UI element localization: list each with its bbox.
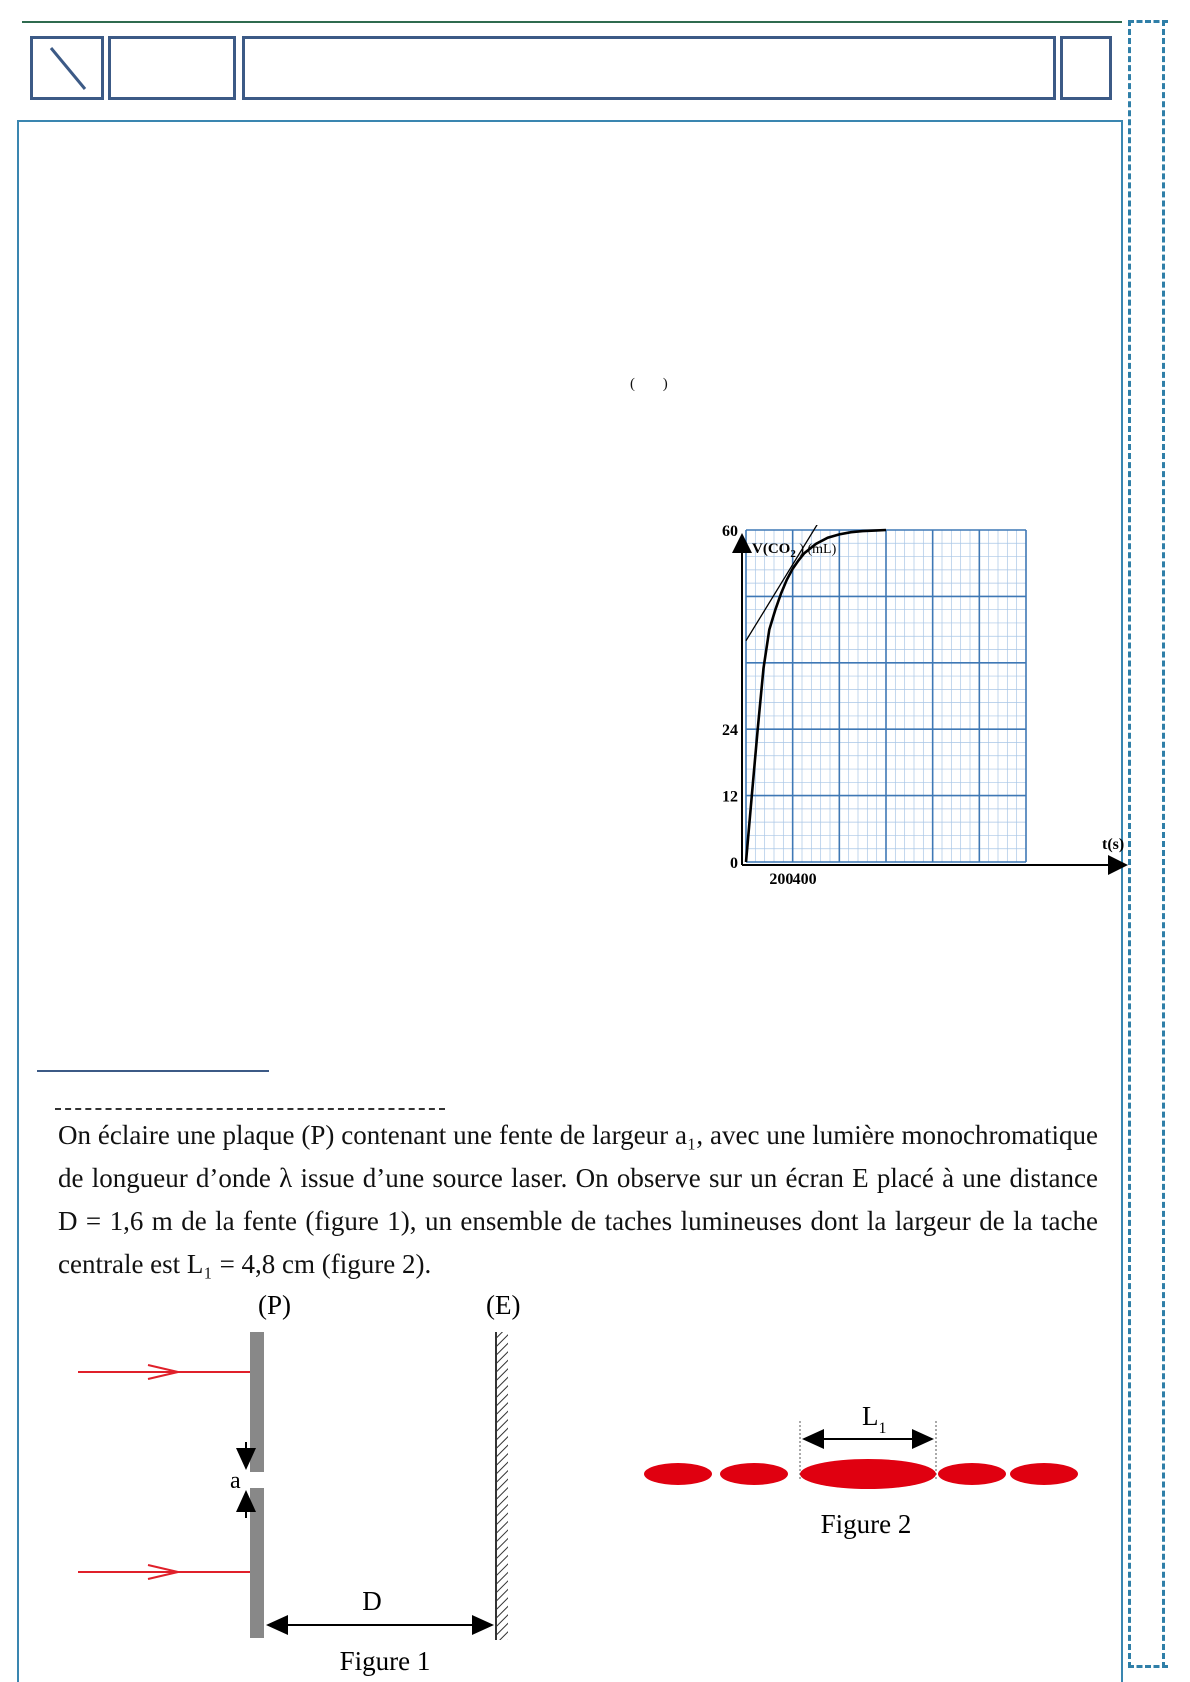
slit-width-label: a bbox=[230, 1468, 241, 1494]
chart-tick-labels bbox=[722, 525, 817, 888]
diffraction-paragraph: On éclaire une plaque (P) contenant une fente de largeur a₁, avec une lumière monochromatique de longueur d’onde λ issue d’une source laser. On observe sur un écran E placé à une distance D = 1,6 m de la fente (figure 1), un ensemble de taches lumineuses dont la largeur de la tache centrale est L₁ = 4,8 cm (figure 2). bbox=[58, 1120, 1098, 1279]
x-tick-200: 200 bbox=[769, 871, 794, 888]
screen-label: (E) bbox=[486, 1290, 521, 1320]
central-width-label: $L_1$ bbox=[862, 1401, 887, 1437]
plate-label: (P) bbox=[258, 1290, 291, 1320]
secondary-spot-4 bbox=[1010, 1463, 1078, 1485]
co2-volume-curve bbox=[746, 530, 886, 862]
header-box-title bbox=[242, 36, 1056, 100]
figure-2-diagram bbox=[640, 1395, 1100, 1545]
chart-xlabel: t(s) bbox=[1102, 836, 1125, 853]
section-underline bbox=[37, 1070, 269, 1072]
header-box-slash bbox=[30, 36, 104, 100]
header-box-right bbox=[1060, 36, 1112, 100]
x-tick-400: 400 bbox=[792, 871, 817, 888]
header-box-2 bbox=[108, 36, 236, 100]
screen-hatching bbox=[496, 1332, 508, 1640]
secondary-spot-3 bbox=[938, 1463, 1006, 1485]
figure-1-diagram bbox=[60, 1290, 580, 1680]
slash-mark bbox=[33, 39, 101, 97]
y-tick-24: 24 bbox=[722, 722, 738, 740]
parenthesis-placeholder: ( ) bbox=[630, 376, 680, 392]
margin-dashed-border-inner bbox=[1162, 20, 1165, 1668]
central-spot bbox=[800, 1459, 936, 1489]
secondary-spot-1 bbox=[644, 1463, 712, 1485]
chart-ylabel: $V(CO_2$ ) (mL) bbox=[752, 541, 837, 560]
top-rule bbox=[22, 21, 1122, 23]
y-tick-60: 60 bbox=[722, 525, 738, 540]
secondary-spot-2 bbox=[720, 1463, 788, 1485]
distance-label: D bbox=[362, 1586, 382, 1616]
plate-upper-part bbox=[250, 1332, 264, 1472]
figure-2-caption: Figure 2 bbox=[820, 1509, 912, 1539]
plate-lower-part bbox=[250, 1488, 264, 1638]
figure-1-caption: Figure 1 bbox=[339, 1646, 431, 1676]
co2-volume-chart bbox=[690, 525, 1130, 895]
y-tick-12: 12 bbox=[722, 788, 738, 806]
y-tick-0: 0 bbox=[730, 855, 738, 872]
dashed-separator bbox=[55, 1108, 445, 1110]
